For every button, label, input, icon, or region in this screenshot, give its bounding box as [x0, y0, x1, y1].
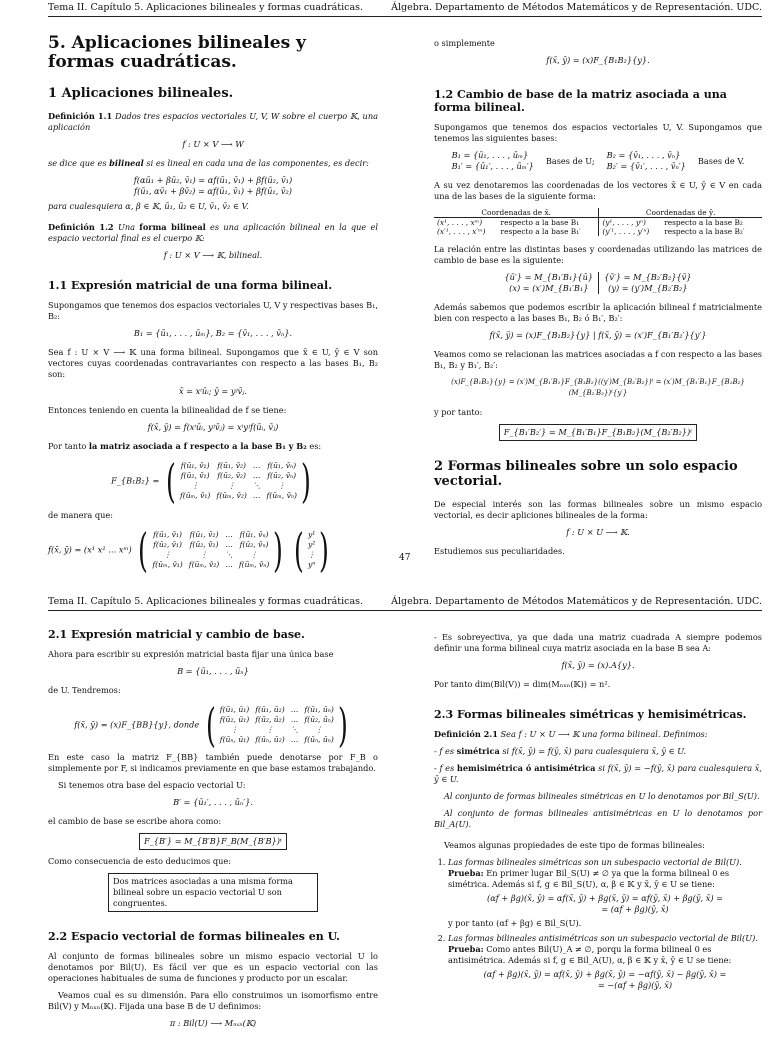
header-rule: [48, 610, 762, 611]
matrix-cell: …: [290, 705, 299, 714]
coords-equation: x̄ = xⁱūᵢ; ȳ = yʲv̄ⱼ.: [178, 386, 248, 396]
vector-cell: y²: [307, 540, 316, 549]
table-row: [434, 218, 762, 228]
matrix-cell: f(ūₘ, v̄₁): [179, 491, 211, 500]
bases-equation: B₁ = {ū₁, . . . , ūₘ}, B₂ = {v̄₁, . . . , v̄ₙ}.: [133, 328, 293, 338]
vector-cell: y¹: [307, 530, 316, 539]
matrix-cell: …: [252, 471, 261, 480]
table-header: Coordenadas de x̄.: [434, 208, 599, 218]
matrix-cell: f(ūₘ, v̄ₙ): [266, 491, 297, 500]
matrix-cell: f(ūₙ, ūₙ): [304, 735, 334, 744]
matrix-cell: f(ū₂, ū₁): [219, 715, 250, 724]
definition-text: Dados tres espacios vectoriales U, V, W sobre el cuerpo 𝕂, una aplicación: [48, 111, 378, 132]
associated-matrix: F_{B₁B₂} = ( f(ū₁, v̄₁) f(ū₁, v̄₂) … f(ū₁, v̄ₙ) f(ū₂, v̄₁) f(ū₂, v̄₂) … f(ū₂, v̄ₙ) ⋮ ⋮ ⋱ ⋮ f(ūₘ, v̄₁) f(ūₘ, v̄₂) … f(ūₘ, v̄ₙ) ): [111, 454, 311, 508]
matrix-cell: f(ū₂, v̄₂): [217, 471, 247, 480]
table-cell: (y¹, . . . , yⁿ): [599, 218, 661, 228]
paragraph: Si tenemos otra base del espacio vectorial U:: [58, 780, 246, 790]
matrix-cell: f(ūₘ, v̄₁): [152, 560, 183, 569]
matrix-cell: f(ū₂, v̄₁): [180, 471, 210, 480]
paragraph: Supongamos que tenemos dos espacios vectoriales U, V. Supongamos que tenemos las siguientes bases:: [434, 122, 762, 143]
table-cell: respecto a la base B₁: [500, 218, 580, 227]
paragraph: De especial interés son las formas bilineales sobre un mismo espacio vectorial, es decir apliciones bilineales de la forma:: [434, 499, 762, 520]
paragraph: Por tanto la matriz asociada a f respecto a la base B₁ y B₂ es:: [48, 441, 322, 451]
definition-1-2: Definición 1.2 Una forma bilineal es una aplicación bilineal en la que el espacio vectorial final es el cuerpo 𝕂:: [48, 222, 378, 243]
matrix-cell: …: [290, 715, 299, 724]
paragraph: Estudiemos sus peculiaridades.: [434, 546, 565, 556]
header-rule: [48, 16, 762, 17]
matrix-cell: ⋱: [252, 481, 261, 490]
paragraph: el cambio de base se escribe ahora como:: [48, 816, 222, 826]
matrix-cell: f(ū₁, v̄₂): [217, 461, 247, 470]
coordinates-table: [434, 208, 762, 236]
paragraph: Ahora para escribir su expresión matricial basta fijar una única base: [48, 649, 334, 659]
paragraph: de manera que:: [48, 510, 113, 520]
isomorphism-map: π : Bil(U) ⟶ Mₙₓₙ(𝕂): [169, 1018, 257, 1028]
list-item: 1. Las formas bilineales simétricas son un subespacio vectorial de Bil(U). Prueba: En primer lugar Bil_S(U) ≠ ∅ ya que la forma bilineal 0 es simétrica. Además si f, g ∈ Bil_S(U), α, β ∈ 𝕂 y x̄, ȳ ∈ U se tiene: (αf + βg)(x̄, ȳ) = αf(x̄, ȳ) + βg(x̄, ȳ) = αf(ȳ, x̄) + βg(ȳ, x̄) = = (αf + βg)(ȳ, x̄) y por tanto (αf + βg) ∈ Bil_S(U).: [448, 857, 762, 929]
section-2-3-title: 2.3 Formas bilineales simétricas y hemisimétricas.: [434, 708, 747, 721]
matrix-cell: ⋮: [315, 725, 323, 734]
boxed-conclusion: Dos matrices asociadas a una misma forma bilineal sobre un espacio vectorial U son congruentes.: [48, 873, 378, 912]
boxed-result: F_{B₁′B₂′} = M_{B₁′B₁}F_{B₁B₂}(M_{B₂′B₂})ᵗ: [434, 424, 762, 441]
paragraph: Además sabemos que podemos escribir la aplicación bilineal f matricialmente bien con respecto a las bases B₁, B₂ ó B₁′, B₂′:: [434, 302, 762, 323]
table-cell: (y′¹, . . . , y′ⁿ): [599, 227, 661, 236]
associated-matrix: f(x̄, ȳ) = (x)F_{BB}{y}, donde ( f(ū₁, ū₁) f(ū₁, ū₂) … f(ū₁, ūₙ) f(ū₂, ū₁) f(ū₂, ū₂) … f(ū₂, ūₙ) ⋮ ⋮ ⋱ ⋮ f(ūₙ, ū₁) f(ūₙ, ū₂) … f(ūₙ, ūₙ) ): [74, 698, 348, 752]
linearity-eq-1: f(αū₁ + βū₂, v̄₁) = αf(ū₁, v̄₁) + βf(ū₂, v̄₁): [133, 175, 293, 185]
definition-2-1: Definición 2.1 Sea f : U × U ⟶ 𝕂 una forma bilineal. Definimos:: [434, 729, 708, 739]
matrix-cell: f(ū₂, v̄₁): [153, 540, 182, 549]
definition-set-antisymmetric: Al conjunto de formas bilineales antisimétricas en U lo denotamos por Bil_A(U).: [434, 808, 762, 829]
paragraph: y por tanto:: [434, 407, 483, 417]
running-header-left: Tema II. Capítulo 5. Aplicaciones bilineales y formas cuadráticas.: [48, 596, 364, 607]
paragraph: Por tanto dim(Bil(V)) = dim(Mₙₓₙ(𝕂)) = n².: [434, 679, 611, 689]
bilinearity-equation: f(x̄, ȳ) = f(xⁱūᵢ, yʲv̄ⱼ) = xⁱyʲf(ūᵢ, v̄ⱼ): [147, 422, 279, 432]
paragraph: de U. Tendremos:: [48, 685, 121, 695]
section-2-1-title: 2.1 Expresión matricial y cambio de base.: [48, 628, 305, 641]
matrix-cell: f(ū₁, ūₙ): [304, 705, 334, 714]
basis-equation: B = {ū₁, . . . , ūₙ}: [177, 666, 249, 676]
matrix-cell: …: [252, 461, 261, 470]
compact-equation: f(x̄, ȳ) = (x)F_{B₁B₂}{y}.: [546, 55, 650, 65]
paragraph: Al conjunto de formas bilineales sobre un mismo espacio vectorial U lo denotamos por Bil(U). Es fácil ver que es un espacio vectorial con las operaciones habituales de suma de funciones y producto por un escalar.: [48, 951, 378, 983]
change-of-basis-relations: {ū′} = M_{B₁′B₁}{ū} (x) = (x′)M_{B₁′B₁} {v̄′} = M_{B₂′B₂}{v̄} (y) = (y′)M_{B₂′B₂}: [504, 272, 692, 293]
section-1-title: 1 Aplicaciones bilineales.: [48, 86, 234, 101]
boxed-result: F_{B′} = M_{B′B}F_B(M_{B′B})ᵗ: [48, 833, 378, 850]
matrix-cell: ⋮: [266, 725, 274, 734]
matrix-cell: ⋮: [200, 550, 208, 559]
matrix-cell: …: [290, 735, 299, 744]
relation-equation: (x)F_{B₁B₂}{y} = (x′)M_{B₁′B₁}F_{B₁B₂}((y′)M_{B₂′B₂})ᵗ = (x′)M_{B₁′B₁}F_{B₁B₂}(M_{B₂′B₂})ᵗ{y′}: [451, 378, 745, 397]
table-cell: (x′¹, . . . , x′ᵐ): [437, 227, 486, 236]
page2-left-column: [48, 622, 378, 1037]
matrix-cell: f(ū₁, v̄ₙ): [239, 530, 269, 539]
page-number: 47: [399, 553, 411, 563]
matrix-cell: f(ū₁, v̄₁): [180, 461, 210, 470]
table-cell: respecto a la base B₂′: [664, 227, 745, 236]
bilinear-condition: se dice que es bilineal si es lineal en cada una de las componentes, es decir:: [48, 158, 369, 168]
table-cell: respecto a la base B₂: [664, 218, 743, 227]
bilinear-map: f : U × V ⟶ W: [182, 139, 244, 149]
running-header-right: Álgebra. Departamento de Métodos Matemáticos y de Representación. UDC.: [391, 2, 762, 13]
page1-right-column: [434, 38, 762, 563]
matrix-cell: …: [225, 530, 233, 539]
section-2-2-title: 2.2 Espacio vectorial de formas bilineales en U.: [48, 930, 340, 943]
definition-set-symmetric: Al conjunto de formas bilineales simétricas en U lo denotamos por Bil_S(U).: [444, 791, 760, 801]
section-1-1-title: 1.1 Expresión matricial de una forma bilineal.: [48, 279, 333, 292]
basis-equation: B′ = {ū₁′, . . . , ūₙ′}.: [173, 797, 253, 807]
page1-left-column: [48, 34, 378, 579]
table-cell: respecto a la base B₁′: [500, 227, 581, 236]
paragraph: - Es sobreyectiva, ya que dada una matriz cuadrada A siempre podemos definir una forma bilineal cuya matriz asociada en la base B sea A:: [434, 632, 762, 653]
matrix-cell: …: [225, 540, 233, 549]
paragraph: o simplemente: [434, 38, 495, 48]
running-header-right: Álgebra. Departamento de Métodos Matemáticos y de Representación. UDC.: [391, 596, 762, 607]
matrix-cell: f(ū₁, v̄₂): [189, 530, 219, 539]
matrix-cell: ⋮: [163, 550, 172, 559]
matrix-cell: f(ūₘ, v̄₂): [188, 560, 220, 569]
matrix-cell: f(ū₁, v̄₁): [153, 530, 182, 539]
matrix-cell: f(ū₂, v̄₂): [189, 540, 219, 549]
matrix-label: F_{B₁B₂} =: [111, 475, 160, 486]
matrix-cell: f(ūₘ, v̄ₙ): [238, 560, 270, 569]
paragraph: Veamos algunas propiedades de este tipo de formas bilineales:: [444, 840, 705, 850]
matrix-cell: …: [225, 560, 233, 569]
matrix-cell: ⋮: [250, 550, 258, 559]
matrix-expression: f(x̄, ȳ) = (x¹ x² … xᵐ) ( f(ū₁, v̄₁) f(ū₁, v̄₂) … f(ū₁, v̄ₙ) f(ū₂, v̄₁) f(ū₂, v̄₂) … f(ū₂, v̄ₙ) ⋮ ⋮ ⋱ ⋮ f(ūₘ, v̄₁) f(ūₘ, v̄₂) … f(ūₘ, v̄ₙ) ) ( y¹ y² ⋮ yⁿ ): [48, 523, 330, 577]
bilinear-form-map: f : U × V ⟶ 𝕂, bilineal.: [163, 250, 263, 260]
matrix-cell: f(ū₁, ū₂): [255, 705, 285, 714]
paragraph: Supongamos que tenemos dos espacios vectoriales U, V y respectivas bases B₁, B₂:: [48, 300, 378, 321]
paragraph: La relación entre las distintas bases y coordenadas utilizando las matrices de cambio de base es la siguiente:: [434, 244, 762, 265]
table-header: Coordenadas de ȳ.: [599, 208, 762, 218]
definition-antisymmetric: - f es hemisimétrica ó antisimétrica si f(x̄, ȳ) = −f(ȳ, x̄) para cualesquiera x̄, ȳ ∈ U.: [434, 763, 762, 784]
bases-block: B₁ = {ū₁, . . . , ūₘ} B₁′ = {ū₁′, . . . , ūₘ′} Bases de U; B₂ = {v̄₁, . . . , v̄ₙ} B₂′ = {v̄₁′, . . . , v̄ₙ′} Bases de V.: [451, 150, 745, 171]
matrix-forms-equation: f(x̄, ȳ) = (x)F_{B₁B₂}{y} | f(x̄, ȳ) = (x′)F_{B₁′B₂′}{y′}: [489, 330, 707, 340]
section-1-2-title: 1.2 Cambio de base de la matriz asociada a una forma bilineal.: [434, 88, 727, 114]
matrix-cell: ⋮: [191, 481, 199, 490]
paragraph: En este caso la matriz F_{BB} también puede denotarse por F_B o simplemente por F, si indicamos previamente en que base estamos trabajando.: [48, 752, 378, 773]
chapter-title: 5. Aplicaciones bilineales y formas cuadráticas.: [48, 33, 306, 72]
matrix-cell: f(ū₂, v̄ₙ): [239, 540, 269, 549]
definition-symmetric: - f es simétrica si f(x̄, ȳ) = f(ȳ, x̄) para cualesquiera x̄, ȳ ∈ U.: [434, 746, 686, 756]
matrix-cell: f(ūₘ, v̄₂): [216, 491, 247, 500]
matrix-grid: [152, 530, 269, 570]
page2-right-column: [434, 632, 762, 997]
section-2-title: 2 Formas bilineales sobre un solo espacio vectorial.: [434, 459, 738, 489]
paragraph: Como consecuencia de esto deducimos que:: [48, 856, 231, 866]
equation: f(x̄, ȳ) = (x).A{y}.: [561, 660, 635, 670]
paragraph: Entonces teniendo en cuenta la bilinealidad de f se tiene:: [48, 405, 287, 415]
matrix-grid: [180, 461, 297, 501]
matrix-cell: ⋱: [225, 550, 233, 559]
table-row: [434, 227, 762, 236]
matrix-cell: ⋮: [227, 481, 236, 490]
paragraph: Veamos cual es su dimensión. Para ello construimos un isomorfismo entre Bil(V) y Mₙₓₙ(𝕂). Fijada una base B de U definimos:: [48, 990, 378, 1011]
matrix-cell: ⋮: [230, 725, 239, 734]
paragraph: A su vez denotaremos las coordenadas de los vectores x̄ ∈ U, ȳ ∈ V en cada una de las bases de la siguiente forma:: [434, 180, 762, 201]
matrix-cell: f(ūₙ, ū₁): [219, 735, 250, 744]
matrix-cell: …: [252, 491, 261, 500]
y-vector: [308, 530, 316, 570]
matrix-cell: f(ū₂, v̄ₙ): [267, 471, 297, 480]
vector-cell: ⋮: [307, 550, 316, 559]
paragraph: Veamos como se relacionan las matrices asociadas a f con respecto a las bases B₁, B₂ y B₁′, B₂′:: [434, 349, 762, 370]
linearity-eq-2: f(ū₁, αv̄₁ + βv̄₂) = αf(ū₁, v̄₁) + βf(ū₁, v̄₂): [134, 186, 292, 196]
running-header-left: Tema II. Capítulo 5. Aplicaciones bilineales y formas cuadráticas.: [48, 2, 364, 13]
matrix-cell: f(ū₂, ūₙ): [304, 715, 334, 724]
matrix-cell: f(ū₁, ū₁): [219, 705, 250, 714]
properties-list: [434, 857, 762, 991]
definition-label: Definición 1.1: [48, 111, 113, 121]
definition-1-1: [48, 111, 378, 133]
matrix-cell: f(ūₙ, ū₂): [255, 735, 285, 744]
matrix-cell: f(ū₁, v̄ₙ): [267, 461, 297, 470]
paragraph: Sea f : U × V ⟶ 𝕂 una forma bilineal. Supongamos que x̄ ∈ U, ȳ ∈ V son vectores cuyas coordenadas contravariantes con respecto a las bases B₁, B₂ son:: [48, 347, 378, 379]
matrix-cell: ⋮: [277, 481, 286, 490]
table-cell: (x¹, . . . , xᵐ): [437, 218, 483, 227]
matrix-grid: [220, 705, 334, 745]
matrix-cell: f(ū₂, ū₂): [255, 715, 285, 724]
same-space-map: f : U × U ⟶ 𝕂.: [566, 527, 630, 537]
vector-cell: yⁿ: [307, 560, 316, 569]
list-item: 2. Las formas bilineales antisimétricas son un subespacio vectorial de Bil(U). Prueba: Como antes Bil(U)_A ≠ ∅, porqu la forma bilineal 0 es antisimétrica. Además si f, g ∈ Bil_A(U), α, β ∈ 𝕂 y x̄, ȳ ∈ U se tiene: (αf + βg)(x̄, ȳ) = αf(x̄, ȳ) + βg(x̄, ȳ) = −αf(ȳ, x̄) − βg(ȳ, x̄) = = −(αf + βg)(ȳ, x̄): [448, 933, 762, 991]
matrix-cell: ⋱: [290, 725, 299, 734]
quantifier-text: para cualesquiera α, β ∈ 𝕂, ū₁, ū₂ ∈ U, v̄₁, v̄₂ ∈ V.: [48, 201, 249, 211]
